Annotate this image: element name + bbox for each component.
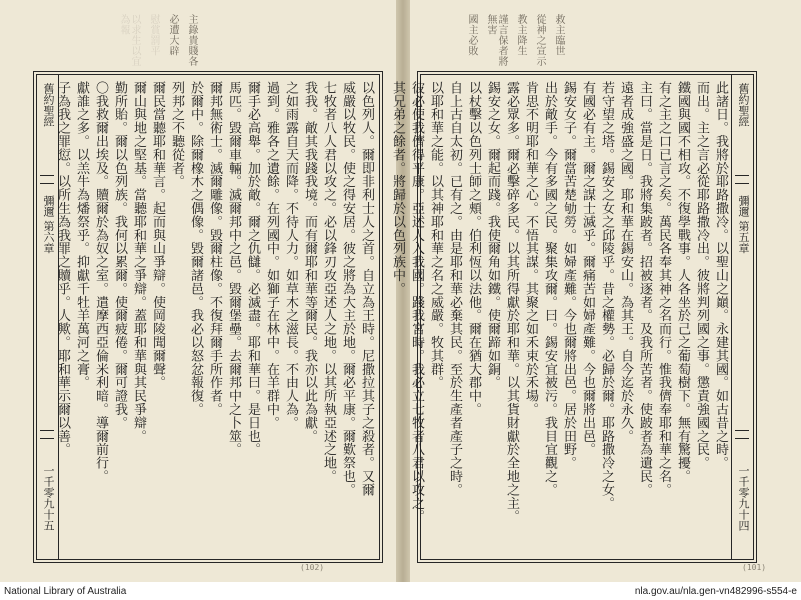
right-headnotes bbox=[466, 14, 564, 70]
chapter-label bbox=[732, 195, 753, 254]
right-text-frame bbox=[390, 74, 754, 560]
text-column: 主曰。當是日。我將集跛者。招被逐者。及我所苦者。使跛者為遺民。 bbox=[637, 81, 652, 497]
text-column: 以色列人。爾即非利士人之首。自立為王時。尼撒拉其子之殺者。又爾 bbox=[359, 81, 374, 497]
text-column: 列邦之不聽從者。 bbox=[169, 81, 184, 189]
headnote: 從神之宣示 bbox=[534, 14, 545, 67]
text-column: 我我。敵其我踐我境。而有爾耶和華等爾民。我亦以此為獻。 bbox=[302, 81, 317, 443]
text-column: 爾民當聽耶和華言。起而與山爭辯。使岡陵聞爾聲。 bbox=[150, 81, 165, 390]
headnote: 慰賞罰平 bbox=[148, 14, 159, 56]
text-column: 〇我救爾出埃及。贖爾於為奴之室。遣摩西亞倫米利暗。導爾前行。 bbox=[93, 81, 108, 483]
library-footer bbox=[0, 582, 801, 600]
headnote: 國主必敗 bbox=[466, 14, 477, 56]
text-column: 遠者成強盛之國。耶和華在錫安山。為其王。自今迄於永久。 bbox=[618, 81, 633, 443]
text-column: 若守望之塔。錫安之女之邱陵乎。昔之權勢。必歸於爾。耶路撒冷之女。 bbox=[599, 81, 614, 510]
page-number: 一千零九十五 bbox=[42, 465, 55, 531]
fishtail-ornament bbox=[735, 175, 749, 184]
text-column: 而出。主之言必從耶路撒冷出。彼將判列國之事。懲責強國之民。 bbox=[694, 81, 709, 470]
headnote: 教主降生 bbox=[515, 14, 526, 56]
fishtail-ornament bbox=[40, 430, 54, 439]
text-column: 此諸日。我將於耶路撒冷。以聖山之巔。永建其國。如古昔之時。 bbox=[713, 81, 728, 470]
text-column: 錫安之女。爾起而踐。我使爾角如鐵。使爾蹄如銅。 bbox=[485, 81, 500, 390]
right-margin-header bbox=[731, 75, 753, 559]
right-text-block bbox=[390, 81, 728, 553]
text-column: 於爾中。除爾橡木之偶像。毀爾諸邑。我必以怒忿報復。 bbox=[188, 81, 203, 416]
text-column: 爾邦無術士。滅爾雕像。毀爾柱像。不復拜爾手所作者。 bbox=[207, 81, 222, 416]
footer-identifier: nla.gov.au/nla.gen-vn482996-s554-e bbox=[634, 585, 797, 597]
chapter-number: 第五章 bbox=[737, 220, 750, 254]
headnote: 以求生以宜為報 bbox=[118, 14, 140, 67]
fishtail-ornament bbox=[735, 430, 749, 439]
text-column: 露必眾多。爾必擊碎多民。以其所得獻於耶和華。以其貨財獻於全地之主。 bbox=[504, 81, 519, 524]
footer-library-name: National Library of Australia bbox=[4, 585, 127, 597]
left-text-frame bbox=[36, 74, 380, 560]
right-page bbox=[390, 0, 801, 582]
text-column: 肯思不明耶和華之心。不悟其謀。其聚之如禾束於禾場。 bbox=[523, 81, 538, 416]
text-column: 爾手必高舉。加於敵。爾之仇讎。必滅盡。耶和華曰。是日也。 bbox=[245, 81, 260, 457]
text-column: 威嚴以牧民。使之得安居。彼之將為大主於地。爾必平康。爾歎祭也。 bbox=[340, 81, 355, 497]
section-name: 彌邇 bbox=[42, 195, 55, 217]
text-column: 以杖擊以色列士師之頰。伯利恆以法他。爾在猶大郡中。 bbox=[466, 81, 481, 416]
section-name: 彌邇 bbox=[737, 195, 750, 217]
text-column: 彼必使我儕得平康。亞述人入我國。踐我宮時。我必立七牧者八君以攻之。 bbox=[409, 81, 424, 524]
text-column: 子為我之罪愆。以所生為我罪之贖乎。人歟。耶和華示爾以善。 bbox=[55, 81, 70, 457]
fishtail-ornament bbox=[40, 175, 54, 184]
text-column: 錫安女子。爾當苦楚劬勞。如婦產難。今也爾將出邑。居於田野。 bbox=[561, 81, 576, 470]
headnote: 必遭大辟 bbox=[167, 14, 178, 56]
running-title: 舊約聖經 bbox=[42, 83, 55, 127]
text-column: 獻誰之多。以羔牛為燔祭乎。抑獻千牡羊萬河之膏。 bbox=[74, 81, 89, 390]
text-column: 以耶和華之能。以其神耶和華之名之威嚴。牧其群。 bbox=[428, 81, 443, 390]
headnote: 謹言保者將無害 bbox=[485, 14, 507, 67]
text-column: 之如雨露自天而降。不待人力。如草木之滋長。不由人為。 bbox=[283, 81, 298, 430]
left-page bbox=[0, 0, 396, 582]
left-headnotes bbox=[118, 14, 197, 70]
text-column: 鐵國與國不相攻。不復學戰事。人各坐於己之葡萄樹下。無有驚擾。 bbox=[675, 81, 690, 483]
left-text-block bbox=[55, 81, 374, 553]
folio-mark: (101) bbox=[742, 563, 767, 572]
headnote: 主錄貴賤各 bbox=[186, 14, 197, 67]
folio-mark: (102) bbox=[300, 563, 325, 572]
text-column: 其兄弟之餘者。將歸於以色列族中。 bbox=[390, 81, 405, 296]
text-column: 有之主之口已言之矣。萬民各奉其神之名而行。惟我儕奉耶和華之名。 bbox=[656, 81, 671, 497]
text-column: 過到。雅各之遺餘。在列國中。如獅子在林中。在羊群中。 bbox=[264, 81, 279, 430]
running-title: 舊約聖經 bbox=[737, 83, 750, 127]
headnote: 救主臨世 bbox=[553, 14, 564, 56]
text-column: 七牧者八人君以攻之。必以鋒刃攻亞述人之地。以其所執亞述之地。 bbox=[321, 81, 336, 483]
text-column: 出於敵手。今有多國之民。聚集攻爾。曰。錫安宜被污。我目宜觀之。 bbox=[542, 81, 557, 497]
text-column: 自上古自太初。已有之。由是耶和華必棄其民。至於生產者產子之時。 bbox=[447, 81, 462, 497]
chapter-number: 第六章 bbox=[42, 220, 55, 254]
text-column: 有國必有主。爾之謀士滅乎。爾痛苦如婦產難。今也爾將出邑。 bbox=[580, 81, 595, 457]
text-column: 爾山與地之堅基。當聽耶和華之爭辯。蓋耶和華與其民爭辯。 bbox=[131, 81, 146, 443]
text-column: 馬匹。毀爾車輛。滅爾邦中之邑。毀爾堡壘。去爾邦中之卜筮。 bbox=[226, 81, 241, 457]
page-number: 一千零九十四 bbox=[737, 465, 750, 531]
text-column: 勤所貽。爾以色列族。我何以累爾。使爾疲倦。爾可證我。 bbox=[112, 81, 127, 430]
